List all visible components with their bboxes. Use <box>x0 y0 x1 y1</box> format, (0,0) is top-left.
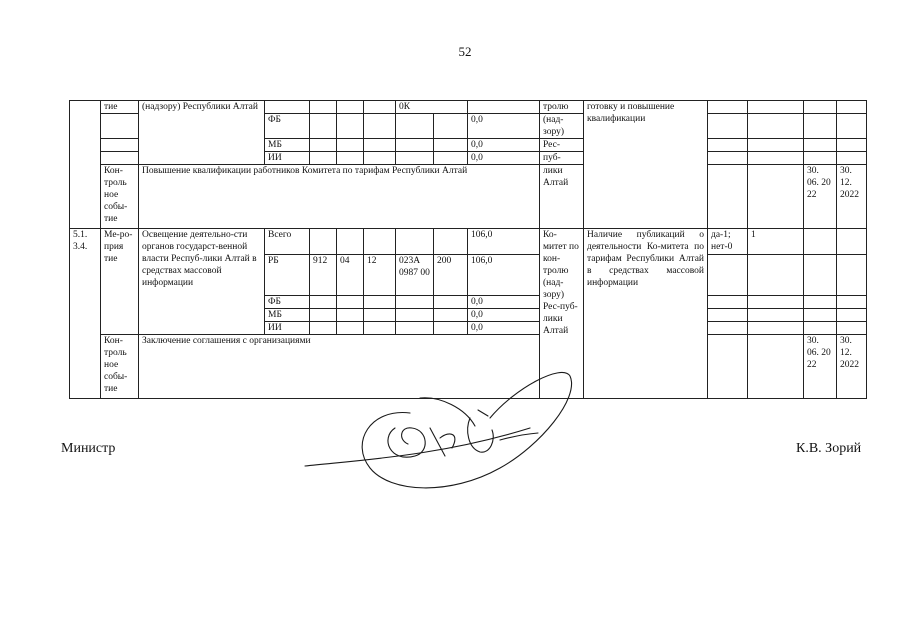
indicator-cell: готовку и повышение квалификации <box>584 101 708 229</box>
signature-image <box>300 368 600 503</box>
budget-cell: ФБ <box>265 296 310 309</box>
executor-cell: тролю <box>540 101 584 114</box>
budget-cell: ФБ <box>265 114 310 139</box>
control-event-text: Заключение соглашения с организациями <box>139 335 540 399</box>
budget-cell <box>265 101 310 114</box>
table-row <box>70 165 867 229</box>
sum-note-cell: 0К <box>396 101 468 114</box>
sum-cell: 0,0 <box>468 139 540 152</box>
event-type-cell: Ме-ро-прия тие <box>101 229 139 335</box>
sum-cell: 106,0 <box>468 255 540 296</box>
sum-cell: 0,0 <box>468 322 540 335</box>
event-type-cell: Кон-троль ное собы-тие <box>101 335 139 399</box>
executor-cell: пуб- <box>540 152 584 165</box>
event-type-cell: тие <box>101 101 139 114</box>
budget-cell: РБ <box>265 255 310 296</box>
control-event-text: Повышение квалификации работников Комитета по тарифам Республики Алтай <box>139 165 540 229</box>
table-row <box>70 101 867 114</box>
vr-cell: 200 <box>434 255 468 296</box>
date-start-cell: 30. 06. 20 22 <box>804 165 837 229</box>
event-name-cell: (надзору) Республики Алтай <box>139 101 265 165</box>
sum-cell: 0,0 <box>468 296 540 309</box>
budget-cell: ИИ <box>265 152 310 165</box>
plan-table <box>69 100 867 399</box>
executor-cell: Ко-митет по кон-тролю (над-зору) Рес-пуб-лики Алтай <box>540 229 584 399</box>
budget-cell: МБ <box>265 139 310 152</box>
value-type-cell: да-1; нет-0 <box>708 229 748 255</box>
indicator-cell: Наличие публикаций о деятельности Ко-митета по тарифам Республики Алтай в средствах массовой информации <box>584 229 708 399</box>
budget-cell: ИИ <box>265 322 310 335</box>
minister-title: Министр <box>61 441 116 456</box>
sum-cell: 0,0 <box>468 152 540 165</box>
num-cell <box>70 101 101 229</box>
page-number: 52 <box>458 44 472 59</box>
budget-cell: Всего <box>265 229 310 255</box>
date-end-cell: 30. 12. 2022 <box>837 335 867 399</box>
grbs-cell: 912 <box>310 255 337 296</box>
executor-cell: Рес- <box>540 139 584 152</box>
date-start-cell: 30. 06. 20 22 <box>804 335 837 399</box>
signer-name: К.В. Зорий <box>796 441 862 456</box>
event-type-cell: Кон-троль ное собы-тие <box>101 165 139 229</box>
date-end-cell: 30. 12. 2022 <box>837 165 867 229</box>
num-cell: 5.1. 3.4. <box>70 229 101 399</box>
csr-cell: 023А 0987 00 <box>396 255 434 296</box>
budget-cell: МБ <box>265 309 310 322</box>
table-row <box>70 229 867 255</box>
sum-cell: 106,0 <box>468 229 540 255</box>
rz-cell: 04 <box>337 255 364 296</box>
executor-cell: лики Алтай <box>540 165 584 229</box>
value-cell: 1 <box>748 229 804 255</box>
sum-cell: 0,0 <box>468 114 540 139</box>
event-name-cell: Освещение деятельно-сти органов государст-венной власти Респуб-лики Алтай в средствах массовой информации <box>139 229 265 335</box>
sum-cell: 0,0 <box>468 309 540 322</box>
executor-cell: (над-зору) <box>540 114 584 139</box>
pr-cell: 12 <box>364 255 396 296</box>
